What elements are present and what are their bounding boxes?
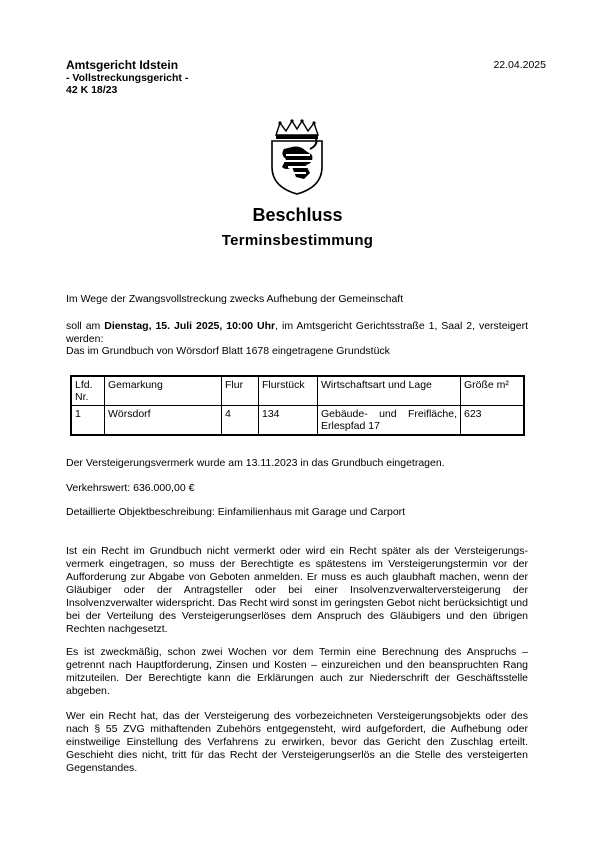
appointment-text [66, 320, 528, 346]
table-header-cell: Flur [222, 376, 259, 406]
table-header-cell: Lfd. Nr. [71, 376, 105, 406]
appointment-prefix: soll am [66, 320, 105, 332]
court-name: Amtsgericht Idstein [66, 58, 179, 72]
table-cell: 134 [259, 406, 318, 436]
registration-note: Der Versteigerungsvermerk wurde am 13.11.2023 in das Grundbuch eingetragen. [66, 457, 445, 469]
table-header-cell: Flurstück [259, 376, 318, 406]
document-date: 22.04.2025 [493, 59, 546, 71]
court-header [66, 58, 188, 96]
intro-text: Im Wege der Zwangsvollstreckung zwecks Aufhebung der Gemeinschaft [66, 293, 404, 305]
property-table [70, 375, 525, 436]
table-header-cell: Wirtschaftsart und Lage [318, 376, 461, 406]
table-header-row [71, 376, 524, 406]
market-value: Verkehrswert: 636.000,00 € [66, 482, 195, 494]
paragraph-opposing-rights: Wer ein Recht hat, das der Versteigerung des vorbezeichneten Versteigerungsobjekts oder des nach § 55 ZVG mithaftenden Zubehörs entgegensteht, wird aufgefordert, die Aufhebung oder einstweilige Einstellung des Verfahrens zu erwirken, bevor das Gericht den Zuschlag erteilt. Geschieht dies nicht, tritt für das Recht der Versteigerungserlös an die Stelle des versteigerten Gegenstandes. [66, 710, 528, 774]
table-cell: 4 [222, 406, 259, 436]
hesse-coat-of-arms-icon [266, 119, 328, 195]
table-cell: 623 [461, 406, 525, 436]
case-number: 42 K 18/23 [66, 84, 118, 96]
property-line: Das im Grundbuch von Wörsdorf Blatt 1678 eingetragene Grundstück [66, 345, 390, 357]
table-header-cell: Größe m² [461, 376, 525, 406]
page-title: Beschluss [252, 205, 343, 225]
table-row [71, 406, 524, 436]
court-department: - Vollstreckungsgericht - [66, 72, 189, 84]
table-cell: 1 [71, 406, 105, 436]
paragraph-rights-registration: Ist ein Recht im Grundbuch nicht vermerkt oder wird ein Recht später als der Versteigerungs-vermerk eingetragen, so muss der Berechtigte es spätestens im Versteigerungstermin vor der Aufforderung zur Abgabe von Geboten anmelden. Er muss es auch glaubhaft machen, wenn der Gläubiger oder der Antragsteller oder bei einer Insolvenzverwalterversteigerung der Insolvenzverwalter widerspricht. Das Recht wird sonst im geringsten Gebot nicht berücksichtigt und bei der Verteilung des Versteigerungserlöses dem Anspruch des Gläubigers und den übrigen Rechten nachgesetzt. [66, 545, 528, 635]
appointment-suffix: , im Amtsgericht Gerichtsstraße 1, Saal 2, versteigert werden: [66, 320, 528, 345]
table-cell: Wörsdorf [105, 406, 222, 436]
table-header-cell: Gemarkung [105, 376, 222, 406]
table-cell: Gebäude- und Freifläche, Erlespfad 17 [318, 406, 461, 436]
appointment-datetime: Dienstag, 15. Juli 2025, 10:00 Uhr [104, 320, 276, 332]
paragraph-claim-calculation: Es ist zweckmäßig, schon zwei Wochen vor dem Termin eine Berechnung des Anspruchs – getrennt nach Hauptforderung, Zinsen und Kosten – einzureichen und den beanspruchten Rang mitzuteilen. Der Berechtigte kann die Erklärungen auch zur Niederschrift der Geschäftsstelle abgeben. [66, 646, 528, 697]
page-subtitle: Terminsbestimmung [221, 232, 374, 249]
object-description: Detaillierte Objektbeschreibung: Einfamilienhaus mit Garage und Carport [66, 506, 406, 518]
